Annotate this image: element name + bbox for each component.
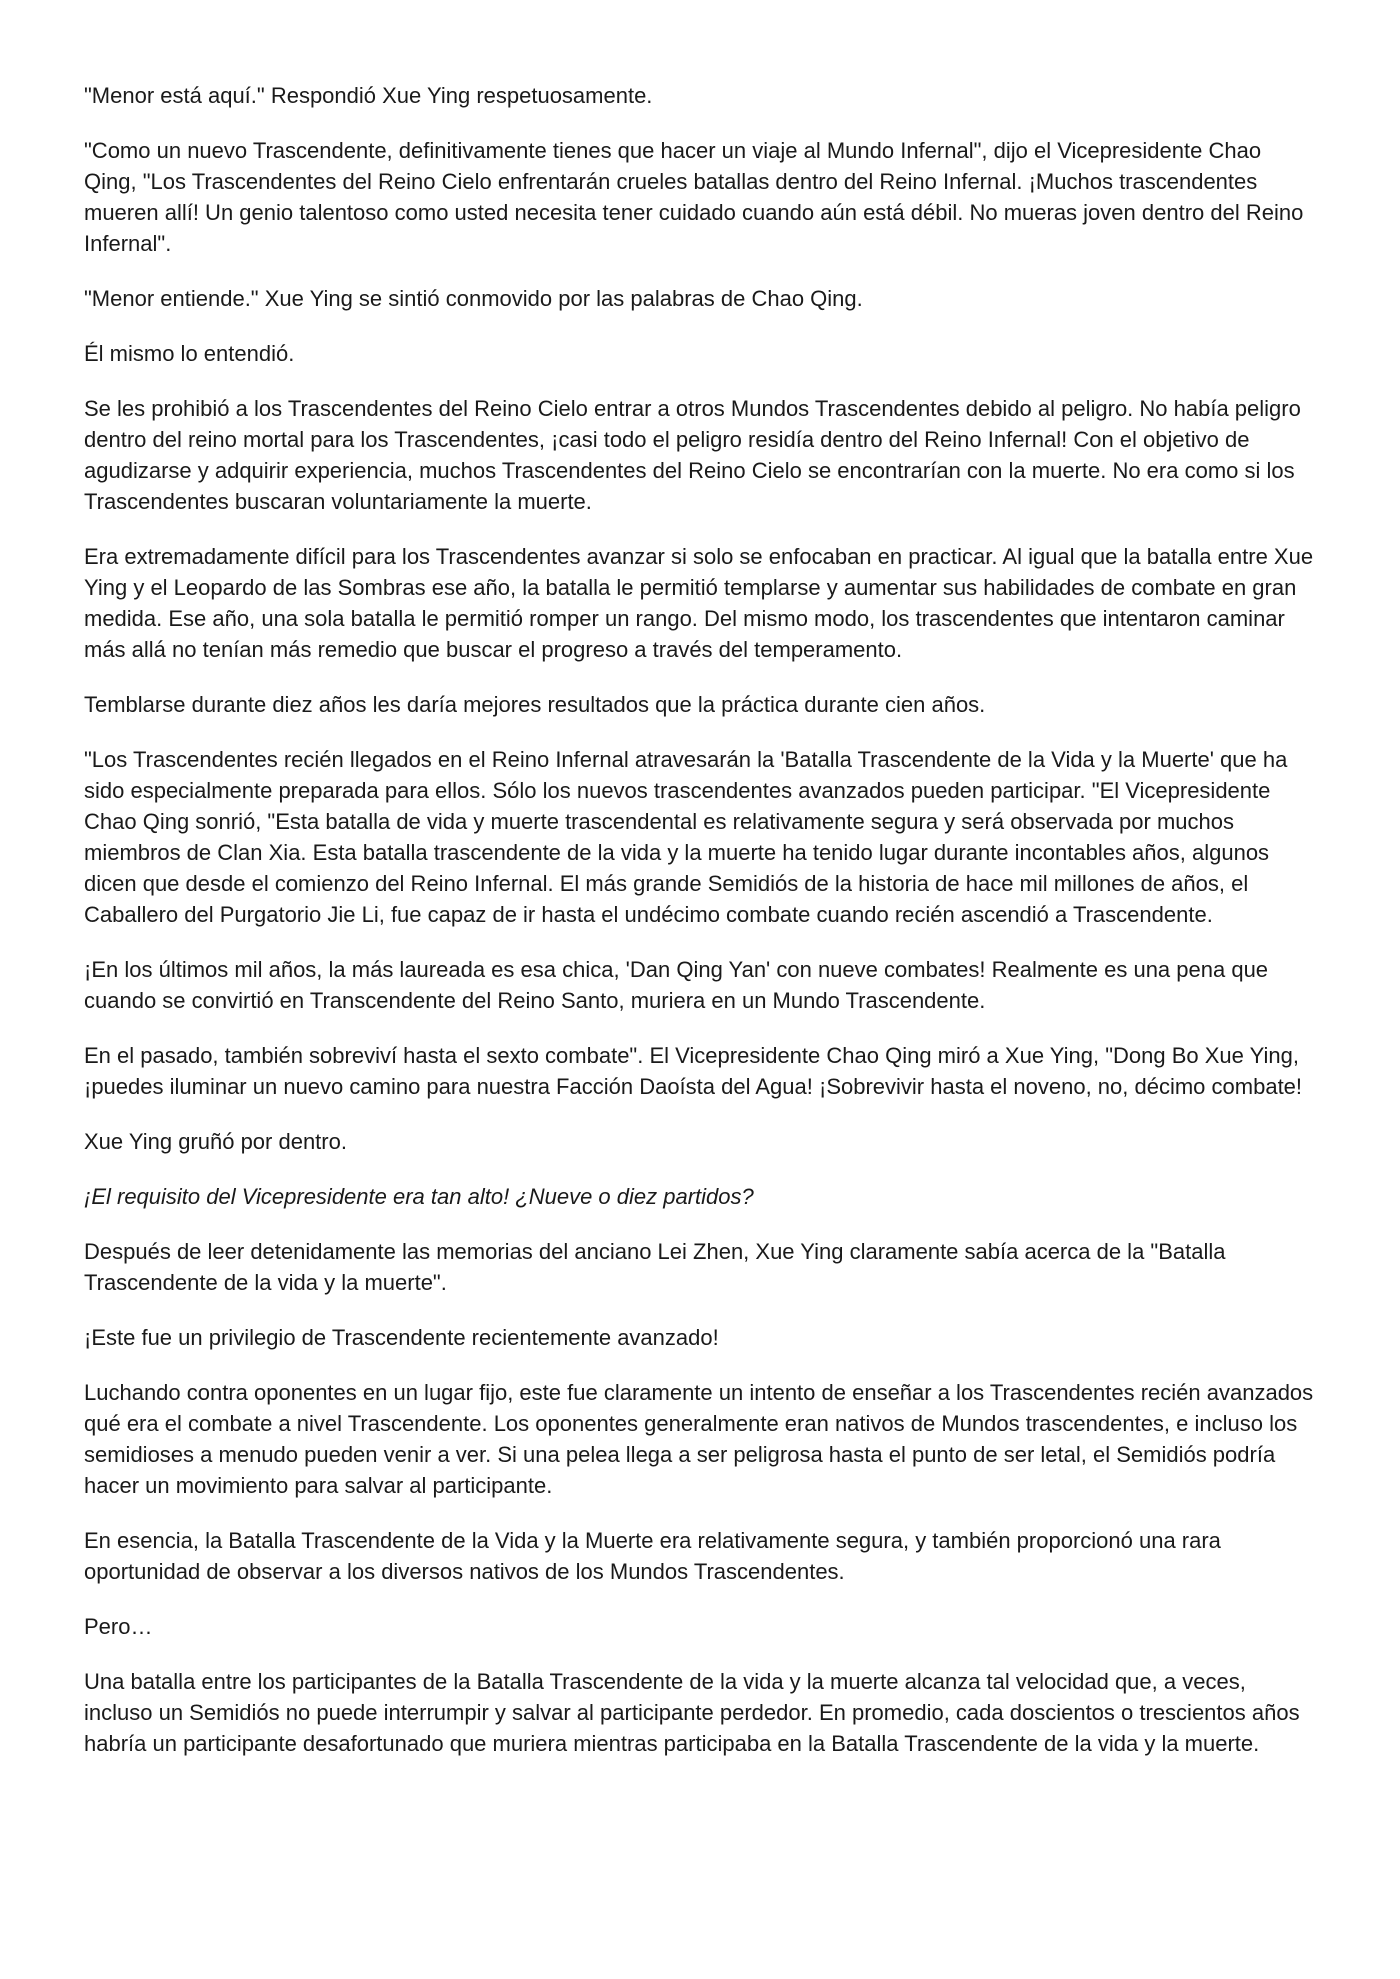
paragraph: ¡En los últimos mil años, la más laureada es esa chica, 'Dan Qing Yan' con nueve combates! Realmente es una pena que cuando se convirtió en Transcendente del Reino Santo, muriera en un Mundo Trascendente. xyxy=(84,957,1269,1013)
paragraph: En esencia, la Batalla Trascendente de la Vida y la Muerte era relativamente segura, y también proporcionó una rara oportunidad de observar a los diversos nativos de los Mundos Trascendentes. xyxy=(84,1528,1221,1584)
paragraph: Una batalla entre los participantes de la Batalla Trascendente de la vida y la muerte alcanza tal velocidad que, a veces, incluso un Semidiós no puede interrumpir y salvar al participante perdedor. En promedio, cada doscientos o trescientos años habría un participante desafortunado que muriera mientras participaba en la Batalla Trascendente de la vida y la muerte. xyxy=(84,1669,1300,1756)
paragraph: Después de leer detenidamente las memorias del anciano Lei Zhen, Xue Ying claramente sabía acerca de la "Batalla Trascendente de la vida y la muerte". xyxy=(84,1239,1226,1295)
paragraph: "Como un nuevo Trascendente, definitivamente tienes que hacer un viaje al Mundo Infernal", dijo el Vicepresidente Chao Qing, "Los Trascendentes del Reino Cielo enfrentarán crueles batallas dentro del Reino Infernal. ¡Muchos trascendentes mueren allí! Un genio talentoso como usted necesita tener cuidado cuando aún está débil. No mueras joven dentro del Reino Infernal". xyxy=(84,138,1304,256)
paragraph: ¡Este fue un privilegio de Trascendente recientemente avanzado! xyxy=(84,1325,719,1350)
paragraph: "Menor entiende." Xue Ying se sintió conmovido por las palabras de Chao Qing. xyxy=(84,286,863,311)
paragraph: Luchando contra oponentes en un lugar fijo, este fue claramente un intento de enseñar a los Trascendentes recién avanzados qué era el combate a nivel Trascendente. Los oponentes generalmente eran nativos de Mundos trascendentes, e incluso los semidioses a menudo pueden venir a ver. Si una pelea llega a ser peligrosa hasta el punto de ser letal, el Semidiós podría hacer un movimiento para salvar al participante. xyxy=(84,1380,1314,1498)
paragraph: Se les prohibió a los Trascendentes del Reino Cielo entrar a otros Mundos Trascendentes debido al peligro. No había peligro dentro del reino mortal para los Trascendentes, ¡casi todo el peligro residía dentro del Reino Infernal! Con el objetivo de agudizarse y adquirir experiencia, muchos Trascendentes del Reino Cielo se encontrarían con la muerte. No era como si los Trascendentes buscaran voluntariamente la muerte. xyxy=(84,396,1301,514)
paragraph: "Menor está aquí." Respondió Xue Ying respetuosamente. xyxy=(84,83,653,108)
paragraph: Era extremadamente difícil para los Trascendentes avanzar si solo se enfocaban en practicar. Al igual que la batalla entre Xue Ying y el Leopardo de las Sombras ese año, la batalla le permitió templarse y aumentar sus habilidades de combate en gran medida. Ese año, una sola batalla le permitió romper un rango. Del mismo modo, los trascendentes que intentaron caminar más allá no tenían más remedio que buscar el progreso a través del temperamento. xyxy=(84,544,1314,662)
paragraph: "Los Trascendentes recién llegados en el Reino Infernal atravesarán la 'Batalla Trascendente de la Vida y la Muerte' que ha sido especialmente preparada para ellos. Sólo los nuevos trascendentes avanzados pueden participar. "El Vicepresidente Chao Qing sonrió, "Esta batalla de vida y muerte trascendental es relativamente segura y será observada por muchos miembros de Clan Xia. Esta batalla trascendente de la vida y la muerte ha tenido lugar durante incontables años, algunos dicen que desde el comienzo del Reino Infernal. El más grande Semidiós de la historia de hace mil millones de años, el Caballero del Purgatorio Jie Li, fue capaz de ir hasta el undécimo combate cuando recién ascendió a Trascendente. xyxy=(84,747,1288,927)
paragraph: Temblarse durante diez años les daría mejores resultados que la práctica durante cien años. xyxy=(84,692,986,717)
paragraph: Él mismo lo entendió. xyxy=(84,341,295,366)
paragraph: Xue Ying gruñó por dentro. xyxy=(84,1129,347,1154)
italic-thought-paragraph: ¡El requisito del Vicepresidente era tan alto! ¿Nueve o diez partidos? xyxy=(84,1184,754,1209)
document-body xyxy=(84,80,1316,1783)
paragraph: Pero… xyxy=(84,1614,153,1639)
paragraph: En el pasado, también sobreviví hasta el sexto combate". El Vicepresidente Chao Qing miró a Xue Ying, "Dong Bo Xue Ying, ¡puedes iluminar un nuevo camino para nuestra Facción Daoísta del Agua! ¡Sobrevivir hasta el noveno, no, décimo combate! xyxy=(84,1043,1303,1099)
